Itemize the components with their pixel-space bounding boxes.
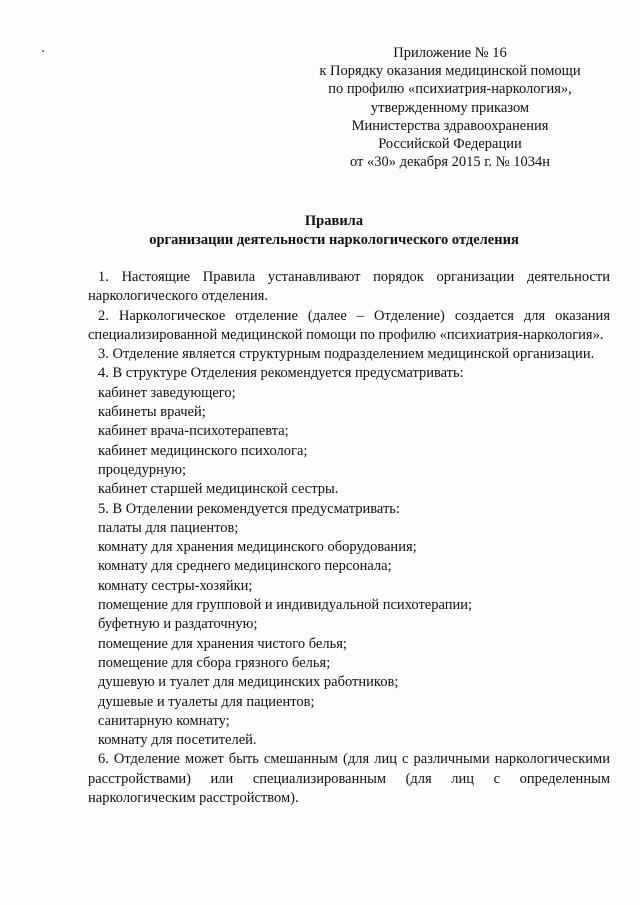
list-item: санитарную комнату; bbox=[98, 712, 230, 729]
list-structure bbox=[88, 384, 610, 500]
list-premises bbox=[88, 519, 610, 751]
list-item: комнату для хранения медицинского оборудования; bbox=[98, 539, 417, 556]
list-item: душевые и туалеты для пациентов; bbox=[98, 693, 315, 710]
list-item: комнату для посетителей. bbox=[98, 732, 257, 749]
scan-speck bbox=[42, 50, 44, 52]
list-item: процедурную; bbox=[98, 461, 187, 478]
list-item: комнату сестры-хозяйки; bbox=[98, 577, 253, 594]
list-item: кабинеты врачей; bbox=[98, 404, 206, 421]
list-item: комнату для среднего медицинского персонала; bbox=[98, 558, 392, 575]
appendix-line: Приложение № 16 bbox=[393, 45, 507, 61]
appendix-line: по профилю «психиатрия-наркология», bbox=[328, 81, 572, 98]
appendix-line: Российской Федерации bbox=[378, 136, 522, 153]
paragraph-6: 6. Отделение может быть смешанным (для лиц с различными наркологическими расстройствами) или специализированным (для лиц с определенным наркологическим расстройством). bbox=[88, 751, 610, 807]
document-title bbox=[60, 212, 608, 250]
paragraph-3: 3. Отделение является структурным подразделением медицинской организации. bbox=[98, 346, 595, 363]
appendix-header bbox=[300, 44, 600, 171]
paragraph-4: 4. В структуре Отделения рекомендуется предусматривать: bbox=[98, 365, 464, 382]
paragraph-1: 1. Настоящие Правила устанавливают порядок организации деятельности наркологического отделения. bbox=[88, 269, 610, 305]
list-item: палаты для пациентов; bbox=[98, 519, 239, 536]
list-item: кабинет заведующего; bbox=[98, 384, 236, 401]
list-item: помещение для хранения чистого белья; bbox=[98, 635, 347, 652]
list-item: кабинет врача-психотерапевта; bbox=[98, 423, 289, 440]
appendix-line: Министерства здравоохранения bbox=[351, 117, 549, 134]
title-line: организации деятельности наркологического отделения bbox=[149, 232, 519, 248]
title-line: Правила bbox=[304, 213, 364, 229]
appendix-line: к Порядку оказания медицинской помощи bbox=[319, 63, 581, 80]
list-item: буфетную и раздаточную; bbox=[98, 616, 258, 633]
paragraph-5: 5. В Отделении рекомендуется предусматривать: bbox=[98, 500, 400, 517]
appendix-line: от «30» декабря 2015 г. № 1034н bbox=[349, 154, 551, 171]
list-item: помещение для сбора грязного белья; bbox=[98, 654, 331, 671]
list-item: кабинет медицинского психолога; bbox=[98, 442, 308, 459]
list-item: кабинет старшей медицинской сестры. bbox=[98, 481, 339, 498]
list-item: помещение для групповой и индивидуальной психотерапии; bbox=[98, 597, 473, 614]
paragraph-2: 2. Наркологическое отделение (далее – Отделение) создается для оказания специализированной медицинской помощи по профилю «психиатрия-наркология». bbox=[88, 307, 610, 343]
appendix-line: утвержденному приказом bbox=[370, 99, 530, 116]
list-item: душевую и туалет для медицинских работников; bbox=[98, 674, 399, 691]
document-body bbox=[88, 268, 610, 808]
